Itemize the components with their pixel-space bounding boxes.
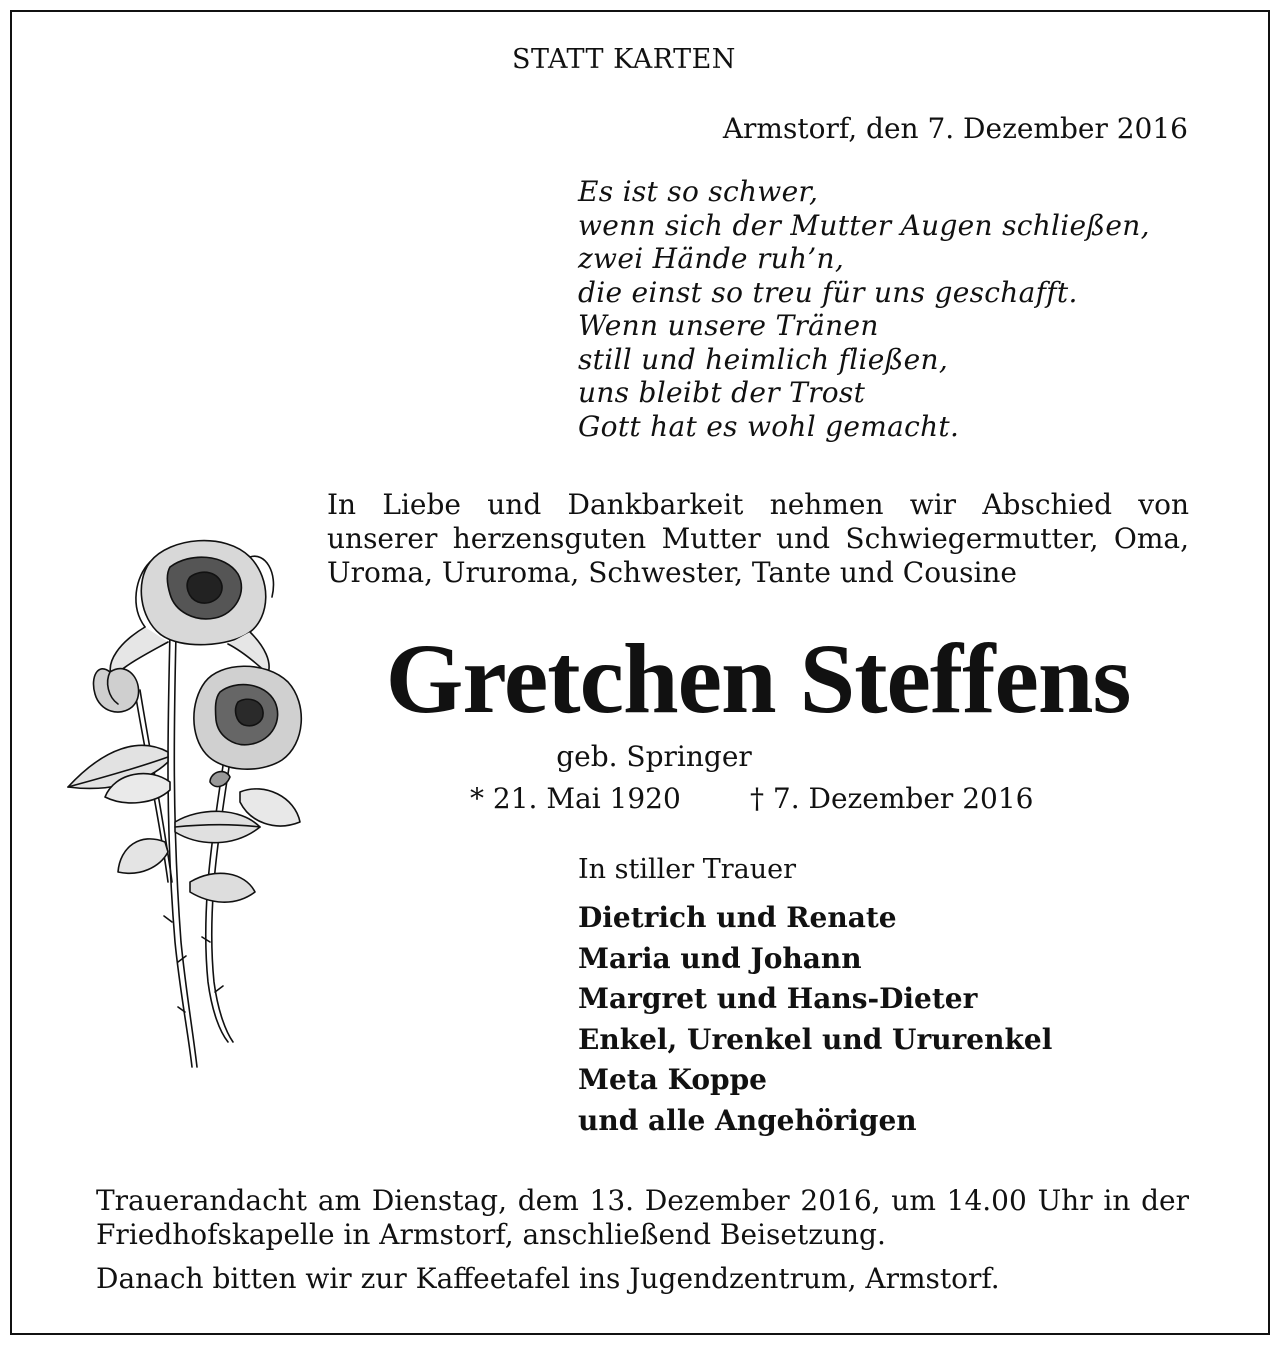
- deceased-name: Gretchen Steffens: [385, 623, 1131, 734]
- intro-line: unserer herzensguten Mutter und Schwiegermutter, Oma,: [327, 522, 1189, 555]
- reception-info: Danach bitten wir zur Kaffeetafel ins Jugendzentrum, Armstorf.: [96, 1262, 1000, 1295]
- mourners-list: [578, 898, 1052, 1141]
- poem-line: still und heimlich fließen,: [578, 342, 949, 376]
- poem-line: uns bleibt der Trost: [578, 376, 866, 409]
- maiden-name: [12, 740, 1268, 773]
- poem-line: Es ist so schwer,: [578, 175, 819, 208]
- mourning-label: In stiller Trauer: [578, 854, 797, 885]
- dateline: Armstorf, den 7. Dezember 2016: [722, 112, 1188, 145]
- poem-line: wenn sich der Mutter Augen schließen,: [578, 208, 1150, 242]
- poem-line: Wenn unsere Tränen: [578, 309, 879, 342]
- death-date: † 7. Dezember 2016: [750, 782, 1034, 815]
- mourner: Maria und Johann: [578, 941, 862, 975]
- intro-line: In Liebe und Dankbarkeit nehmen wir Abschied von: [327, 488, 1189, 521]
- birth-date: * 21. Mai 1920: [470, 782, 681, 815]
- mourner: Dietrich und Renate: [578, 901, 897, 934]
- header-statt-karten: STATT KARTEN: [512, 44, 736, 75]
- rose-bouquet-icon: [50, 522, 310, 1082]
- poem: [578, 175, 1150, 443]
- poem-line: die einst so treu für uns geschafft.: [578, 275, 1078, 309]
- mourner: Enkel, Urenkel und Ururenkel: [578, 1022, 1053, 1056]
- service-info: [96, 1184, 1189, 1252]
- poem-line: zwei Hände ruh’n,: [578, 242, 845, 275]
- intro-text: [327, 488, 1189, 590]
- mourner: Margret und Hans-Dieter: [578, 982, 978, 1015]
- mourner: Meta Koppe: [578, 1063, 767, 1096]
- service-line: Friedhofskapelle in Armstorf, anschließend Beisetzung.: [96, 1218, 886, 1251]
- mourner: und alle Angehörigen: [578, 1103, 917, 1137]
- maiden-name-text: geb. Springer: [556, 740, 752, 773]
- intro-line: Uroma, Ururoma, Schwester, Tante und Cousine: [327, 556, 1018, 589]
- service-line: Trauerandacht am Dienstag, dem 13. Dezember 2016, um 14.00 Uhr in der: [96, 1184, 1189, 1217]
- poem-line: Gott hat es wohl gemacht.: [578, 409, 960, 443]
- obituary-notice: [10, 10, 1270, 1335]
